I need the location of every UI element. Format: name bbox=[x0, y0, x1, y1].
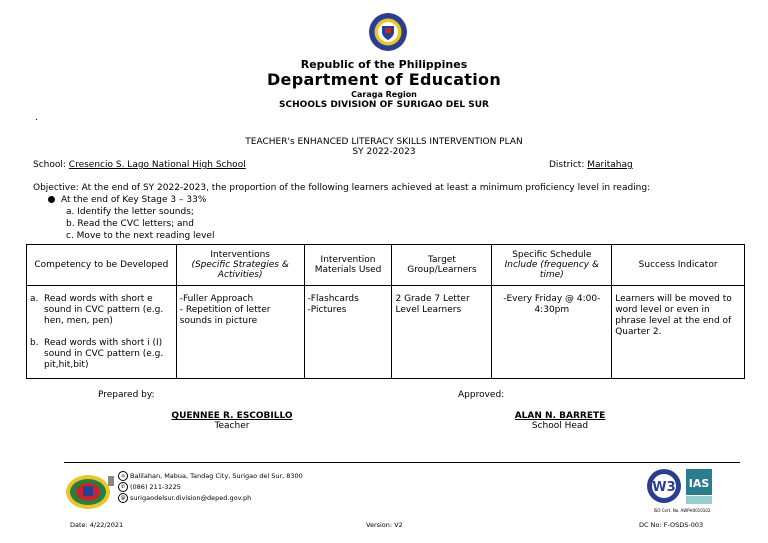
preparer-signature bbox=[150, 411, 314, 431]
footer-version: Version: V2 bbox=[366, 521, 403, 529]
interventions-text: -Fuller Approach - Repetition of letter sounds in picture bbox=[179, 294, 271, 326]
location-icon: ⌂ bbox=[118, 471, 128, 481]
school-name: Cresencio S. Lago National High School bbox=[68, 160, 246, 170]
objective-bullet bbox=[48, 195, 206, 205]
district-label: District: bbox=[549, 160, 585, 170]
header-interventions-sub: (Specific Strategies & Activities) bbox=[191, 260, 289, 280]
footer-phone-line bbox=[118, 482, 181, 492]
district-line bbox=[549, 160, 633, 170]
footer-phone: (086) 211-3225 bbox=[130, 483, 181, 491]
header-competency: Competency to be Developed bbox=[27, 245, 177, 286]
division-logo-icon bbox=[64, 472, 116, 510]
sub-item-b: b. Read the CVC letters; and bbox=[66, 219, 194, 229]
region-heading: Caraga Region bbox=[351, 90, 417, 99]
division-heading: SCHOOLS DIVISION OF SURIGAO DEL SUR bbox=[279, 100, 489, 110]
ias-label: IAS bbox=[688, 477, 710, 490]
schedule-text: -Every Friday @ 4:00-4:30pm bbox=[503, 294, 601, 315]
table-row bbox=[27, 286, 745, 379]
certification-logos-icon bbox=[644, 466, 720, 514]
republic-heading: Republic of the Philippines bbox=[300, 58, 468, 71]
approver-name: ALAN N. BARRETE bbox=[514, 411, 606, 421]
header-interventions bbox=[176, 245, 304, 286]
cell-indicator bbox=[612, 286, 745, 379]
header-schedule-title: Specific Schedule bbox=[512, 250, 592, 260]
sub-item-c: c. Move to the next reading level bbox=[66, 231, 215, 241]
header-schedule-sub: Include (frequency & time) bbox=[504, 260, 599, 280]
indicator-text: Learners will be moved to word level or even in phrase level at the end of Quarter 2. bbox=[615, 294, 732, 337]
intervention-table bbox=[26, 244, 745, 379]
department-heading: Department of Education bbox=[266, 70, 502, 89]
cell-competency bbox=[27, 286, 177, 379]
approver-title: School Head bbox=[531, 421, 589, 431]
header-indicator: Success Indicator bbox=[612, 245, 745, 286]
competency-b-letter: b. bbox=[30, 338, 39, 348]
cell-target bbox=[392, 286, 492, 379]
footer-email: surigaodelsur.division@deped.gov.ph bbox=[130, 494, 252, 502]
competency-a-text: Read words with short e sound in CVC pattern (e.g. hen, men, pen) bbox=[44, 294, 164, 326]
cell-materials bbox=[304, 286, 392, 379]
svg-text:W3: W3 bbox=[652, 480, 676, 495]
competency-b bbox=[30, 338, 173, 371]
footer-date: Date: 4/22/2021 bbox=[70, 521, 124, 529]
cell-interventions bbox=[176, 286, 304, 379]
table-header-row bbox=[27, 245, 745, 286]
objective-text: Objective: At the end of SY 2022-2023, the proportion of the following learners achieved at least a minimum proficiency level in reading: bbox=[33, 183, 651, 193]
preparer-title: Teacher bbox=[214, 421, 250, 431]
competency-a bbox=[30, 294, 173, 327]
sub-item-a: a. Identify the letter sounds; bbox=[66, 207, 194, 217]
header-schedule bbox=[492, 245, 612, 286]
target-text: 2 Grade 7 Letter Level Learners bbox=[395, 294, 470, 315]
footer-email-line bbox=[118, 493, 251, 503]
competency-b-text: Read words with short i (I) sound in CVC pattern (e.g. pit,hit,bit) bbox=[44, 338, 164, 370]
school-line bbox=[33, 160, 246, 170]
footer-address-line bbox=[118, 471, 303, 481]
materials-text: -Flashcards -Pictures bbox=[307, 294, 359, 315]
phone-icon: ✆ bbox=[118, 482, 128, 492]
school-label: School: bbox=[33, 160, 66, 170]
stray-mark: . bbox=[35, 112, 39, 123]
header-interventions-title: Interventions bbox=[210, 250, 270, 260]
approved-label: Approved: bbox=[458, 390, 505, 400]
footer-address: Balilahan, Mabua, Tandag City, Surigao del Sur, 8300 bbox=[130, 472, 303, 480]
bullet-text: At the end of Key Stage 3 – 33% bbox=[61, 195, 207, 205]
cell-schedule bbox=[492, 286, 612, 379]
plan-title: TEACHER's ENHANCED LITERACY SKILLS INTERVENTION PLAN bbox=[245, 137, 523, 147]
deped-seal-icon bbox=[368, 12, 408, 52]
competency-a-letter: a. bbox=[30, 294, 39, 304]
preparer-name: QUENNEE R. ESCOBILLO bbox=[171, 411, 293, 421]
iso-cert-number: ISO Cert. No. AWPH0010102 bbox=[653, 508, 711, 513]
footer-dc-number: DC No: F-OSDS-003 bbox=[639, 521, 704, 529]
email-icon: @ bbox=[118, 493, 128, 503]
bullet-icon bbox=[48, 196, 55, 203]
header-target: Target Group/Learners bbox=[392, 245, 492, 286]
district-name: Maritahag bbox=[587, 160, 633, 170]
school-year: SY 2022-2023 bbox=[352, 147, 416, 157]
header-materials: Intervention Materials Used bbox=[304, 245, 392, 286]
footer-divider bbox=[64, 462, 740, 463]
prepared-label: Prepared by: bbox=[98, 390, 155, 400]
approver-signature bbox=[490, 411, 630, 431]
